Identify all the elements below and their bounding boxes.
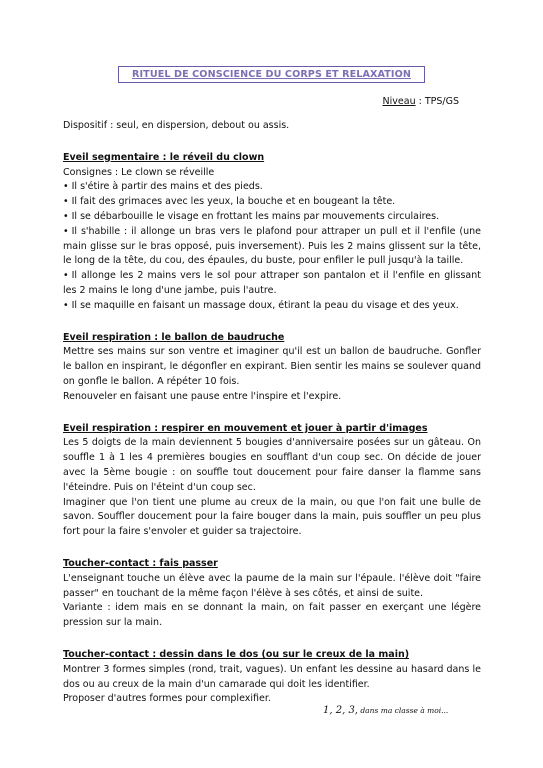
list-item: • Il allonge les 2 mains vers le sol pour attraper son pantalon et il l'enfile en glissant les 2 mains le long d'une jambe, puis l'autre.	[63, 269, 481, 299]
dispositif-text: Dispositif : seul, en dispersion, debout ou assis.	[63, 120, 290, 131]
paragraph: Proposer d'autres formes pour complexifier.	[63, 693, 271, 705]
section-heading-respirer-mouvement: Eveil respiration : respirer en mouvement et jouer à partir d'images	[63, 422, 428, 434]
paragraph: Variante : idem mais en se donnant la main, on fait passer en exerçant une légère pression sur la main.	[63, 602, 481, 629]
paragraph: Les 5 doigts de la main deviennent 5 bougies d'anniversaire posées sur un gâteau. On souffle 1 à 1 les 4 premières bougies en soufflant d'un coup sec. On décide de jouer avec la 5ème bougie : on souffle tout doucement pour faire danser la flamme sans l'éteindre. Puis on l'éteint d'un coup sec.	[63, 437, 481, 493]
paragraph: Montrer 3 formes simples (rond, trait, vagues). Un enfant les dessine au hasard dans le dos ou au creux de la main d'un camarade qui doit les identifier.	[63, 663, 481, 690]
list-item: • Il s'étire à partir des mains et des pieds.	[63, 180, 481, 195]
signature-text: dans ma classe à moi...	[357, 706, 449, 715]
consignes-text: Consignes : Le clown se réveille	[63, 166, 215, 178]
list-item: • Il s'habille : il allonge un bras vers le plafond pour attraper un pull et il l'enfile (une main glisse sur le bras opposé, puis inversement). Puis les 2 mains glissent sur la tête, le long de la tête, du cou, des épaules, du buste, pour enfiler le pull jusqu'à la taille.	[63, 225, 481, 269]
niveau-label: Niveau	[382, 96, 416, 107]
signature-numbers: 1, 2, 3,	[323, 705, 358, 716]
niveau-line	[383, 96, 459, 107]
list-item: • Il fait des grimaces avec les yeux, la bouche et en bougeant la tête.	[63, 195, 481, 210]
paragraph: Imaginer que l'on tient une plume au creux de la main, ou que l'on fait une bulle de savon. Souffler doucement pour la faire bouger dans la main, puis souffler un peu plus fort pour la faire s'envoler et guider sa trajectoire.	[63, 496, 481, 538]
document-title: RITUEL DE CONSCIENCE DU CORPS ET RELAXATION	[132, 69, 411, 80]
list-item: • Il se maquille en faisant un massage doux, étirant la peau du visage et des yeux.	[63, 299, 481, 314]
signature-footer	[323, 705, 448, 716]
section-heading-dessin-dos: Toucher-contact : dessin dans le dos (ou sur le creux de la main)	[63, 648, 410, 660]
title-box	[118, 66, 425, 83]
niveau-value: : TPS/GS	[415, 96, 459, 107]
paragraph: Mettre ses mains sur son ventre et imaginer qu'il est un ballon de baudruche. Gonfler le ballon en inspirant, le dégonfler en expirant. Bien sentir les mains se soulever quand on gonfle le ballon. A répéter 10 fois.	[63, 346, 481, 387]
paragraph: Renouveler en faisant une pause entre l'inspire et l'expire.	[63, 390, 342, 402]
document-body	[63, 119, 481, 707]
list-item: • Il se débarbouille le visage en frottant les mains par mouvements circulaires.	[63, 210, 481, 225]
section-heading-fais-passer: Toucher-contact : fais passer	[63, 557, 218, 569]
section-heading-ballon: Eveil respiration : le ballon de baudruche	[63, 331, 285, 343]
section-heading-eveil-segmentaire: Eveil segmentaire : le réveil du clown	[63, 151, 265, 163]
paragraph: L'enseignant touche un élève avec la paume de la main sur l'épaule. l'élève doit "faire passer" en touchant de la même façon l'élève à ses côtés, et ainsi de suite.	[63, 572, 481, 599]
